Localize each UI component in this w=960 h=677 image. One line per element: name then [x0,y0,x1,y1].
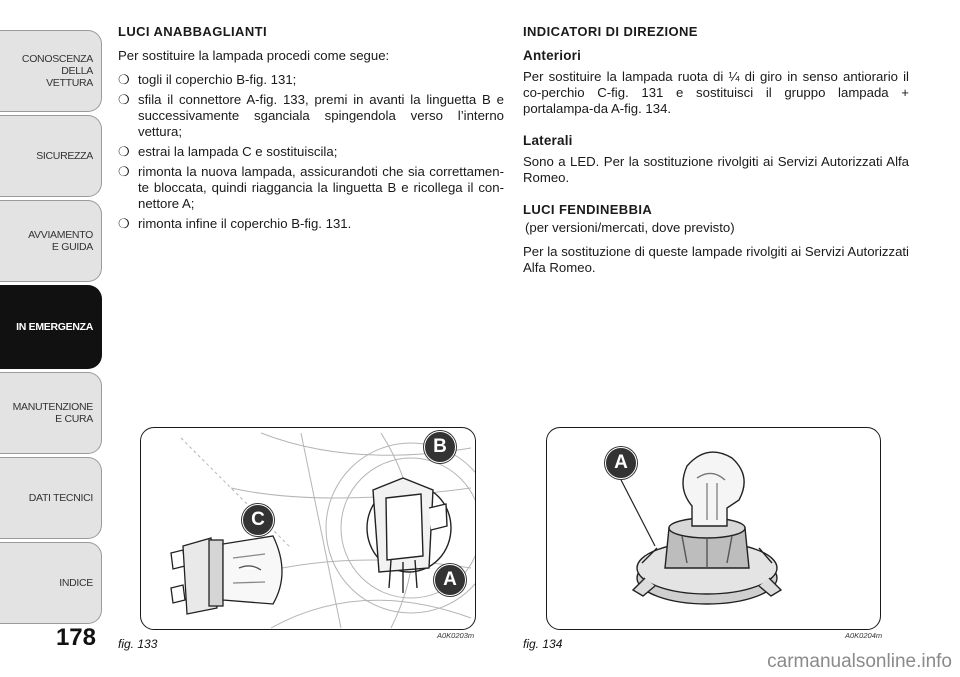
bullet-icon: ❍ [118,72,130,87]
step-text: togli il coperchio B-fig. 131; [138,72,297,87]
step-text: sfila il connettore A-fig. 133, premi in avanti la linguetta B e successivamente sganciala spingendola verso l’interno vettura; [138,92,504,139]
tab-label: AVVIAMENTO E GUIDA [28,229,93,253]
tab-avviamento-e-guida[interactable] [0,200,102,282]
tab-sicurezza[interactable] [0,115,102,197]
headlamp-bulb-illustration [141,428,476,630]
figure-134 [546,427,881,630]
list-item [118,72,504,88]
tab-label: SICUREZZA [36,150,93,162]
tab-label: IN EMERGENZA [16,321,93,333]
list-item [118,92,504,140]
list-item [118,164,504,212]
section-title-luci-anabbaglianti: LUCI ANABBAGLIANTI [118,24,267,39]
bullet-icon: ❍ [118,92,130,107]
anteriori-text: Per sostituire la lampada ruota di ¼ di giro in senso antiorario il co-perchio C-fig. 131 e sostituisci il gruppo lampada + portalampa-da A-fig. 134. [523,69,909,116]
list-item [118,144,504,160]
step-text: estrai la lampada C e sostituiscila; [138,144,338,159]
left-column [118,24,504,236]
intro-text: Per sostituire la lampada procedi come segue: [118,48,390,63]
subheading-laterali: Laterali [523,133,573,148]
figure-134-code: A0K0204m [845,631,883,640]
callout-label-a: A [605,447,637,479]
right-column [523,24,909,284]
subheading-anteriori: Anteriori [523,48,582,63]
indicator-bulb-holder-illustration [547,428,881,630]
page-number: 178 [55,624,96,651]
step-text: rimonta infine il coperchio B-fig. 131. [138,216,352,231]
tab-conoscenza-della-vettura[interactable] [0,30,102,112]
list-item [118,216,504,232]
section-title-indicatori-di-direzione: INDICATORI DI DIREZIONE [523,24,698,39]
watermark: carmanualsonline.info [767,651,952,672]
bullet-icon: ❍ [118,216,130,231]
figure-133-code: A0K0203m [437,631,475,640]
bullet-icon: ❍ [118,144,130,159]
figure-133 [140,427,476,630]
callout-label-c: C [242,504,274,536]
fendinebbia-text: Per la sostituzione di queste lampade rivolgiti ai Servizi Autorizzati Alfa Romeo. [523,244,909,275]
callout-label-b: B [424,431,456,463]
section-title-luci-fendinebbia: LUCI FENDINEBBIA [523,202,653,217]
tab-label: MANUTENZIONE E CURA [12,401,93,425]
step-text: rimonta la nuova lampada, assicurandoti che sia correttamen-te bloccata, quindi riaggancia la linguetta B e ricollega il con-nettore A; [138,164,504,211]
bullet-icon: ❍ [118,164,130,179]
tab-manutenzione-e-cura[interactable] [0,372,102,454]
tab-indice[interactable] [0,542,102,624]
steps-list [118,72,504,232]
tab-label: CONOSCENZA DELLA VETTURA [21,53,93,89]
laterali-text: Sono a LED. Per la sostituzione rivolgiti ai Servizi Autorizzati Alfa Romeo. [523,154,909,185]
tab-dati-tecnici[interactable] [0,457,102,539]
figure-134-caption: fig. 134 [523,637,563,651]
tab-in-emergenza[interactable] [0,285,102,369]
tab-label: INDICE [59,577,93,589]
tab-label: DATI TECNICI [28,492,93,504]
figure-133-caption: fig. 133 [118,637,158,651]
callout-label-a: A [434,564,466,596]
fendinebbia-note: (per versioni/mercati, dove previsto) [525,220,735,235]
